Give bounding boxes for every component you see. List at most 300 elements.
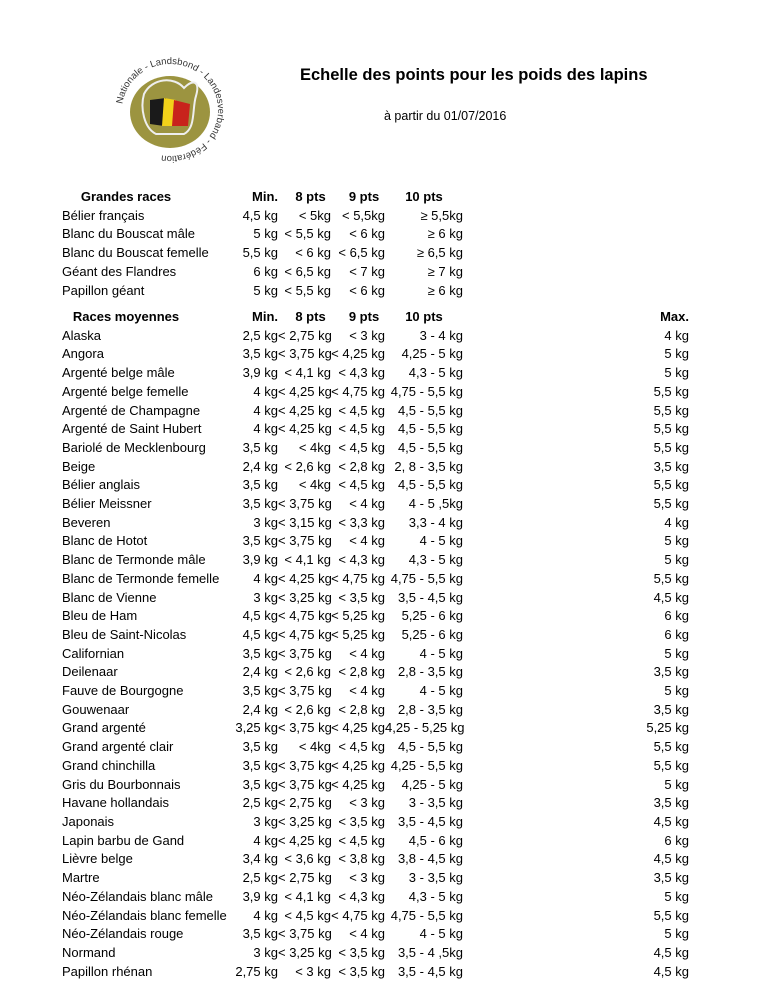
cell-9-pts: < 6 kg — [349, 282, 385, 298]
column-header-breed: Grandes races — [80, 189, 172, 204]
column-header-min: Min. — [252, 189, 278, 204]
cell-9-pts: < 4,5 kg — [338, 439, 385, 455]
cell-min: 3,5 kg — [242, 346, 278, 362]
table-row — [62, 364, 689, 383]
cell-10-pts: 3,5 - 4,5 kg — [397, 963, 463, 979]
cell-10-pts: 4,75 - 5,5 kg — [390, 907, 463, 923]
cell-10-pts: 4,5 - 5,5 kg — [397, 439, 463, 455]
cell-breed: Grand argenté clair — [62, 739, 174, 755]
cell-10-pts: 4,5 - 5,5 kg — [397, 421, 463, 437]
cell-breed: Argenté de Champagne — [62, 402, 201, 418]
cell-8-pts: < 3,75 kg — [278, 645, 332, 661]
spacer — [463, 701, 640, 720]
spacer — [463, 719, 640, 738]
cell-min: 3 kg — [253, 589, 278, 605]
cell-10-pts: 4,5 - 5,5 kg — [397, 477, 463, 493]
cell-min: 3,5 kg — [242, 776, 278, 792]
cell-breed: Angora — [62, 346, 104, 362]
cell-max: 6 kg — [664, 608, 689, 624]
cell-9-pts: < 3,5 kg — [338, 963, 385, 979]
cell-9-pts: < 4,25 kg — [331, 720, 385, 736]
empty-cell — [640, 188, 689, 207]
spacer — [463, 476, 640, 495]
cell-8-pts: < 4,25 kg — [278, 570, 332, 586]
cell-10-pts: 5,25 - 6 kg — [401, 608, 463, 624]
cell-min: 2,4 kg — [242, 458, 278, 474]
spacer — [463, 776, 640, 795]
table-row — [62, 663, 689, 682]
cell-max: 5 kg — [664, 645, 689, 661]
spacer — [463, 188, 640, 207]
table-row — [62, 850, 689, 869]
cell-9-pts: < 3 kg — [349, 870, 385, 886]
table-row — [62, 476, 689, 495]
table-row — [62, 439, 689, 458]
cell-breed: Blanc de Termonde mâle — [62, 552, 206, 568]
cell-min: 2,75 kg — [235, 963, 278, 979]
cell-9-pts: < 4 kg — [349, 926, 385, 942]
cell-9-pts: < 4 kg — [349, 645, 385, 661]
spacer — [463, 813, 640, 832]
cell-8-pts: < 3,25 kg — [278, 944, 332, 960]
cell-max: 4 kg — [664, 514, 689, 530]
cell-10-pts: 5,25 - 6 kg — [401, 626, 463, 642]
cell-10-pts: ≥ 6 kg — [427, 226, 463, 242]
cell-9-pts: < 3,5 kg — [338, 944, 385, 960]
cell-min: 3,5 kg — [242, 926, 278, 942]
cell-8-pts: < 4,1 kg — [284, 552, 331, 568]
cell-9-pts: < 4 kg — [349, 533, 385, 549]
cell-max: 3,5 kg — [653, 458, 689, 474]
cell-10-pts: 4,3 - 5 kg — [408, 552, 463, 568]
cell-breed: Blanc de Vienne — [62, 589, 157, 605]
cell-10-pts: 4 - 5 kg — [419, 645, 463, 661]
table-row — [62, 383, 689, 402]
svg-text:Nationale - Landsbond - Landes: Nationale - Landsbond - Landesverband - Fédération — [114, 55, 227, 165]
spacer — [463, 420, 640, 439]
cell-9-pts: < 4,25 kg — [331, 346, 385, 362]
cell-breed: Papillon géant — [62, 282, 145, 298]
spacer — [463, 963, 640, 982]
cell-max: 5 kg — [664, 683, 689, 699]
spacer — [463, 570, 640, 589]
cell-breed: Beveren — [62, 514, 111, 530]
cell-8-pts: < 2,6 kg — [284, 664, 331, 680]
cell-min: 2,5 kg — [242, 795, 278, 811]
cell-breed: Argenté belge femelle — [62, 383, 189, 399]
cell-min: 3,5 kg — [242, 439, 278, 455]
cell-min: 4,5 kg — [242, 608, 278, 624]
cell-9-pts: < 4,75 kg — [331, 907, 385, 923]
cell-breed: Argenté de Saint Hubert — [62, 421, 202, 437]
table-row — [62, 645, 689, 664]
table-row — [62, 514, 689, 533]
cell-breed: Fauve de Bourgogne — [62, 683, 184, 699]
cell-9-pts: < 3,8 kg — [338, 851, 385, 867]
cell-max: 5,5 kg — [653, 439, 689, 455]
cell-min: 3,9 kg — [242, 552, 278, 568]
table-row — [62, 327, 689, 346]
cell-breed: Néo-Zélandais blanc mâle — [62, 888, 214, 904]
column-header-9-pts: 9 pts — [348, 309, 380, 324]
table-row — [62, 402, 689, 421]
cell-breed: Martre — [62, 870, 100, 886]
cell-max: 5 kg — [664, 533, 689, 549]
spacer — [463, 327, 640, 346]
table-row — [62, 832, 689, 851]
cell-max: 5,5 kg — [653, 757, 689, 773]
cell-min: 2,5 kg — [242, 870, 278, 886]
cell-min: 5 kg — [253, 226, 278, 242]
cell-10-pts: 2, 8 - 3,5 kg — [394, 458, 463, 474]
cell-max: 5,5 kg — [653, 402, 689, 418]
cell-8-pts: < 2,6 kg — [284, 701, 331, 717]
spacer — [463, 832, 640, 851]
cell-min: 3 kg — [253, 944, 278, 960]
cell-max: 4 kg — [664, 327, 689, 343]
cell-min: 3 kg — [253, 514, 278, 530]
cell-breed: Deilenaar — [62, 664, 118, 680]
cell-10-pts: 3,3 - 4 kg — [408, 514, 463, 530]
table-row — [62, 626, 689, 645]
cell-10-pts: 4,5 - 5,5 kg — [397, 739, 463, 755]
cell-breed: Bleu de Ham — [62, 608, 138, 624]
table-row — [62, 495, 689, 514]
column-header-8-pts: 8 pts — [295, 189, 326, 204]
cell-max: 4,5 kg — [653, 851, 689, 867]
cell-breed: Gouwenaar — [62, 701, 130, 717]
spacer — [463, 207, 640, 226]
cell-8-pts: < 5kg — [298, 207, 331, 223]
cell-8-pts: < 4,5 kg — [284, 907, 331, 923]
table-header — [62, 188, 689, 207]
cell-min: 5,5 kg — [242, 245, 278, 261]
spacer — [463, 551, 640, 570]
cell-breed: Blanc du Bouscat femelle — [62, 245, 209, 261]
spacer — [463, 757, 640, 776]
cell-9-pts: < 4,75 kg — [331, 383, 385, 399]
page-title: Echelle des points pour les poids des lapins — [300, 66, 648, 84]
spacer — [463, 308, 640, 327]
spacer — [463, 532, 640, 551]
spacer — [463, 244, 640, 263]
cell-8-pts: < 3,25 kg — [278, 589, 332, 605]
cell-9-pts: < 4,5 kg — [338, 739, 385, 755]
cell-max: 5,5 kg — [653, 739, 689, 755]
cell-8-pts: < 3,25 kg — [278, 813, 332, 829]
cell-min: 3,5 kg — [242, 477, 278, 493]
cell-min: 4 kg — [253, 832, 278, 848]
cell-max: 5 kg — [664, 926, 689, 942]
cell-8-pts: < 2,75 kg — [278, 795, 332, 811]
cell-9-pts: < 3 kg — [349, 795, 385, 811]
cell-breed: Blanc du Bouscat mâle — [62, 226, 195, 242]
column-header-8-pts: 8 pts — [295, 309, 326, 324]
cell-9-pts: < 4,3 kg — [338, 365, 385, 381]
empty-cell — [640, 282, 689, 301]
cell-min: 4,5 kg — [242, 207, 278, 223]
table-row — [62, 869, 689, 888]
cell-10-pts: 4,25 - 5 kg — [401, 346, 463, 362]
table-row — [62, 244, 689, 263]
table-row — [62, 282, 689, 301]
cell-breed: Néo-Zélandais blanc femelle — [62, 907, 227, 923]
cell-9-pts: < 5,25 kg — [331, 626, 385, 642]
cell-min: 3 kg — [253, 813, 278, 829]
cell-9-pts: < 2,8 kg — [338, 458, 385, 474]
cell-10-pts: 3 - 3,5 kg — [408, 870, 463, 886]
cell-breed: Bariolé de Mecklenbourg — [62, 439, 206, 455]
cell-8-pts: < 3,75 kg — [278, 346, 332, 362]
table-row — [62, 682, 689, 701]
cell-8-pts: < 6 kg — [295, 245, 331, 261]
cell-breed: Japonais — [62, 813, 115, 829]
cell-10-pts: 3 - 3,5 kg — [408, 795, 463, 811]
spacer — [463, 607, 640, 626]
cell-min: 4,5 kg — [242, 626, 278, 642]
spacer — [463, 850, 640, 869]
spacer — [463, 925, 640, 944]
cell-9-pts: < 2,8 kg — [338, 701, 385, 717]
table-row — [62, 794, 689, 813]
spacer — [463, 869, 640, 888]
spacer — [463, 794, 640, 813]
cell-8-pts: < 3 kg — [295, 963, 331, 979]
cell-min: 3,9 kg — [242, 888, 278, 904]
cell-max: 6 kg — [664, 626, 689, 642]
cell-8-pts: < 2,6 kg — [284, 458, 331, 474]
cell-min: 3,5 kg — [242, 645, 278, 661]
cell-9-pts: < 3 kg — [349, 327, 385, 343]
table-row — [62, 532, 689, 551]
cell-8-pts: < 4,1 kg — [284, 888, 331, 904]
cell-9-pts: < 4,25 kg — [331, 757, 385, 773]
cell-10-pts: 4,5 - 6 kg — [408, 832, 463, 848]
cell-min: 3,5 kg — [242, 757, 278, 773]
page-subtitle-date: à partir du 01/07/2016 — [384, 109, 507, 123]
cell-max: 4,5 kg — [653, 813, 689, 829]
table-row — [62, 570, 689, 589]
cell-max: 5,5 kg — [653, 477, 689, 493]
table-row — [62, 925, 689, 944]
cell-breed: Grand chinchilla — [62, 757, 156, 773]
cell-min: 2,4 kg — [242, 664, 278, 680]
cell-min: 6 kg — [253, 263, 278, 279]
table-row — [62, 420, 689, 439]
cell-10-pts: 3,8 - 4,5 kg — [397, 851, 463, 867]
table-row — [62, 263, 689, 282]
cell-8-pts: < 4,75 kg — [278, 608, 332, 624]
cell-10-pts: 4,25 - 5 kg — [401, 776, 463, 792]
cell-8-pts: < 6,5 kg — [284, 263, 331, 279]
spacer — [463, 738, 640, 757]
spacer — [463, 458, 640, 477]
cell-9-pts: < 4,25 kg — [331, 776, 385, 792]
cell-min: 4 kg — [253, 907, 278, 923]
cell-breed: Bleu de Saint-Nicolas — [62, 626, 187, 642]
table-row — [62, 719, 689, 738]
cell-10-pts: ≥ 5,5kg — [420, 207, 463, 223]
cell-breed: Beige — [62, 458, 96, 474]
cell-9-pts: < 4,3 kg — [338, 888, 385, 904]
cell-9-pts: < 3,5 kg — [338, 589, 385, 605]
cell-8-pts: < 2,75 kg — [278, 327, 332, 343]
cell-8-pts: < 5,5 kg — [284, 226, 331, 242]
spacer — [463, 589, 640, 608]
table-row — [62, 207, 689, 226]
column-header-10-pts: 10 pts — [405, 309, 443, 324]
cell-10-pts: 3,5 - 4 ,5kg — [397, 944, 463, 960]
column-header-breed: Races moyennes — [72, 309, 180, 324]
cell-9-pts: < 5,5kg — [341, 207, 385, 223]
cell-10-pts: ≥ 6,5 kg — [416, 245, 463, 261]
table-row — [62, 944, 689, 963]
cell-9-pts: < 6 kg — [349, 226, 385, 242]
cell-10-pts: 3,5 - 4,5 kg — [397, 813, 463, 829]
column-header-min: Min. — [252, 309, 278, 324]
column-header-max: Max. — [660, 309, 689, 324]
spacer — [463, 907, 640, 926]
cell-9-pts: < 4,5 kg — [338, 832, 385, 848]
cell-breed: Blanc de Hotot — [62, 533, 148, 549]
cell-min: 4 kg — [253, 383, 278, 399]
table-row — [62, 607, 689, 626]
column-header-10-pts: 10 pts — [405, 189, 443, 204]
cell-breed: Blanc de Termonde femelle — [62, 570, 220, 586]
table-row — [62, 551, 689, 570]
cell-9-pts: < 4,5 kg — [338, 402, 385, 418]
empty-cell — [640, 263, 689, 282]
cell-max: 3,5 kg — [653, 664, 689, 680]
cell-10-pts: ≥ 6 kg — [427, 282, 463, 298]
cell-8-pts: < 3,75 kg — [278, 926, 332, 942]
spacer — [463, 402, 640, 421]
cell-max: 6 kg — [664, 832, 689, 848]
cell-9-pts: < 4 kg — [349, 496, 385, 512]
federation-logo — [104, 48, 236, 166]
cell-max: 3,5 kg — [653, 870, 689, 886]
empty-cell — [640, 225, 689, 244]
cell-9-pts: < 4,5 kg — [338, 477, 385, 493]
table-row — [62, 757, 689, 776]
cell-min: 3,5 kg — [242, 533, 278, 549]
cell-breed: Lapin barbu de Gand — [62, 832, 185, 848]
cell-10-pts: 4 - 5 kg — [419, 533, 463, 549]
table-row — [62, 345, 689, 364]
spacer — [463, 225, 640, 244]
spacer — [463, 944, 640, 963]
cell-min: 2,4 kg — [242, 701, 278, 717]
spacer — [463, 888, 640, 907]
cell-min: 3,4 kg — [242, 851, 278, 867]
table-row — [62, 701, 689, 720]
cell-10-pts: ≥ 7 kg — [427, 263, 463, 279]
cell-breed: Havane hollandais — [62, 795, 169, 811]
cell-max: 5 kg — [664, 552, 689, 568]
cell-8-pts: < 4,25 kg — [278, 832, 332, 848]
cell-10-pts: 2,8 - 3,5 kg — [397, 701, 463, 717]
cell-9-pts: < 4,75 kg — [331, 570, 385, 586]
cell-max: 5 kg — [664, 365, 689, 381]
cell-10-pts: 3,5 - 4,5 kg — [397, 589, 463, 605]
cell-breed: Californian — [62, 645, 125, 661]
cell-9-pts: < 3,5 kg — [338, 813, 385, 829]
races-moyennes-table — [62, 308, 689, 981]
cell-breed: Grand argenté — [62, 720, 146, 736]
cell-10-pts: 2,8 - 3,5 kg — [397, 664, 463, 680]
cell-max: 3,5 kg — [653, 795, 689, 811]
grandes-races-table — [62, 188, 689, 300]
spacer — [463, 364, 640, 383]
spacer — [463, 263, 640, 282]
table-header — [62, 308, 689, 327]
table-row — [62, 907, 689, 926]
spacer — [463, 663, 640, 682]
cell-10-pts: 4,75 - 5,5 kg — [390, 383, 463, 399]
spacer — [463, 383, 640, 402]
cell-10-pts: 4 - 5 kg — [419, 683, 463, 699]
cell-breed: Alaska — [62, 327, 102, 343]
spacer — [463, 682, 640, 701]
cell-8-pts: < 3,75 kg — [278, 757, 332, 773]
cell-8-pts: < 4,25 kg — [278, 383, 332, 399]
cell-min: 3,5 kg — [242, 496, 278, 512]
cell-8-pts: < 3,6 kg — [284, 851, 331, 867]
table-row — [62, 458, 689, 477]
cell-9-pts: < 3,3 kg — [338, 514, 385, 530]
cell-breed: Lièvre belge — [62, 851, 133, 867]
cell-10-pts: 4,25 - 5,25 kg — [385, 720, 465, 736]
cell-9-pts: < 4,3 kg — [338, 552, 385, 568]
cell-max: 5,5 kg — [653, 383, 689, 399]
cell-9-pts: < 2,8 kg — [338, 664, 385, 680]
cell-8-pts: < 4,75 kg — [278, 626, 332, 642]
cell-9-pts: < 7 kg — [349, 263, 385, 279]
cell-breed: Bélier anglais — [62, 477, 141, 493]
spacer — [463, 439, 640, 458]
cell-breed: Géant des Flandres — [62, 263, 177, 279]
cell-8-pts: < 2,75 kg — [278, 870, 332, 886]
cell-max: 5,5 kg — [653, 496, 689, 512]
cell-breed: Argenté belge mâle — [62, 365, 175, 381]
cell-8-pts: < 4kg — [298, 477, 331, 493]
table-row — [62, 813, 689, 832]
cell-8-pts: < 4,25 kg — [278, 421, 332, 437]
cell-max: 4,5 kg — [653, 944, 689, 960]
cell-min: 4 kg — [253, 570, 278, 586]
cell-max: 5,25 kg — [646, 720, 689, 736]
spacer — [463, 495, 640, 514]
spacer — [463, 282, 640, 301]
cell-8-pts: < 3,75 kg — [278, 720, 332, 736]
cell-max: 5 kg — [664, 888, 689, 904]
spacer — [463, 645, 640, 664]
cell-8-pts: < 4,1 kg — [284, 365, 331, 381]
cell-8-pts: < 3,75 kg — [278, 776, 332, 792]
cell-breed: Gris du Bourbonnais — [62, 776, 181, 792]
cell-min: 3,5 kg — [242, 683, 278, 699]
cell-max: 5,5 kg — [653, 907, 689, 923]
cell-min: 3,25 kg — [235, 720, 278, 736]
table-row — [62, 225, 689, 244]
cell-breed: Néo-Zélandais rouge — [62, 926, 184, 942]
cell-8-pts: < 3,75 kg — [278, 496, 332, 512]
cell-9-pts: < 4 kg — [349, 683, 385, 699]
spacer — [463, 345, 640, 364]
column-header-9-pts: 9 pts — [348, 189, 380, 204]
empty-cell — [640, 244, 689, 263]
cell-8-pts: < 4,25 kg — [278, 402, 332, 418]
